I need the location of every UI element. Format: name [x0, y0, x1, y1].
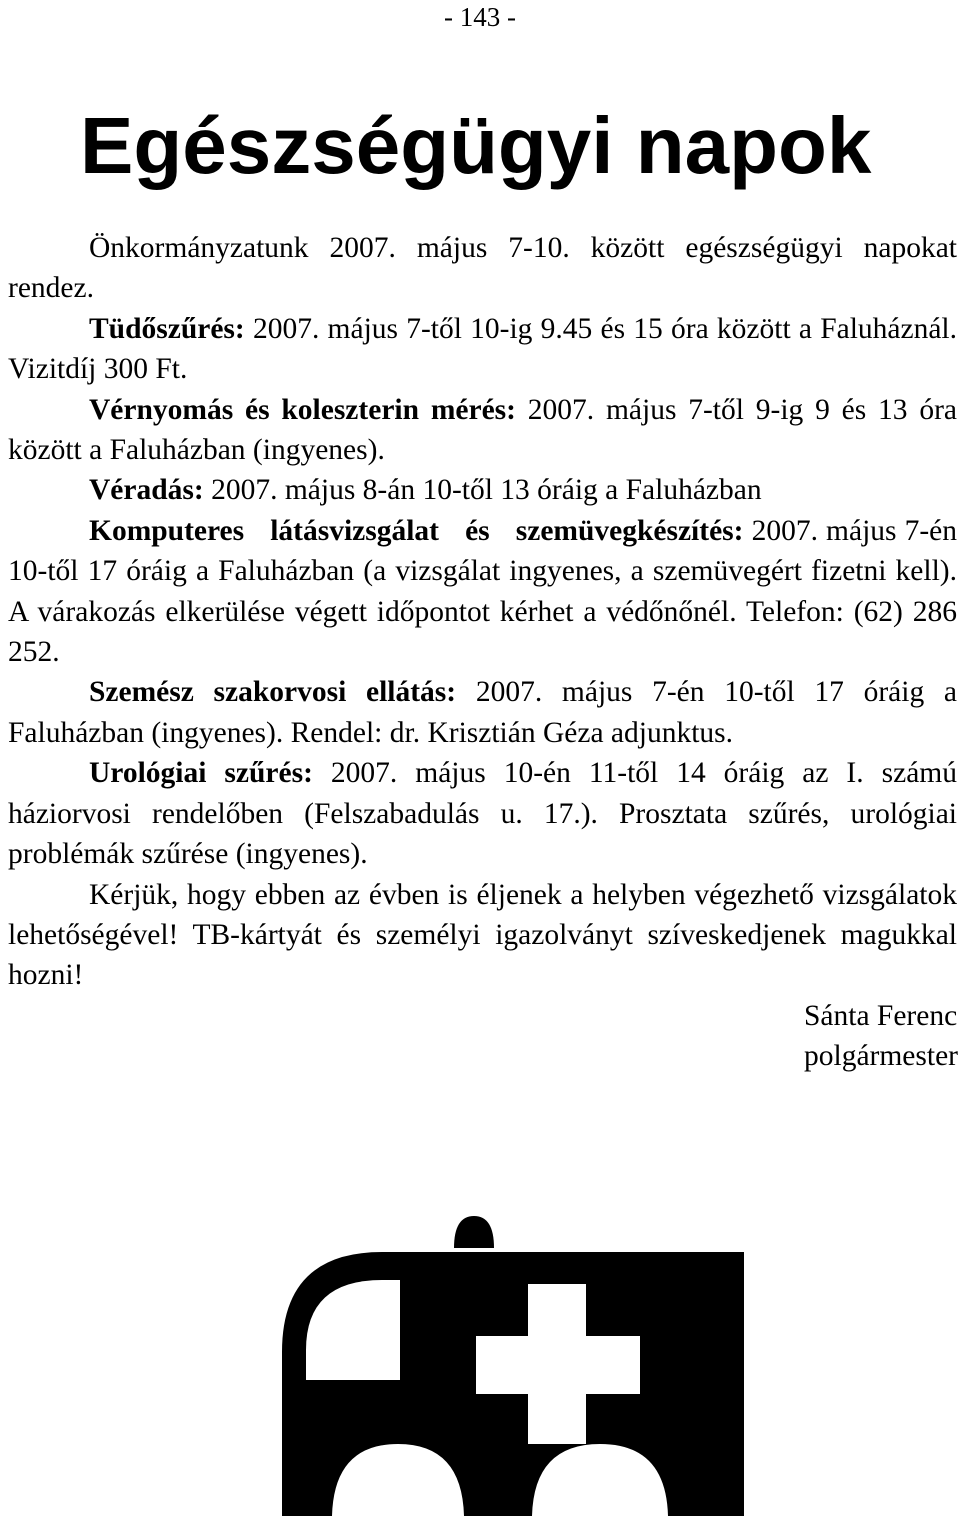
page-title: Egészségügyi napok [80, 101, 872, 190]
paragraph-closing [8, 875, 957, 996]
paragraph-text: 2007. május 10-én 11-től 14 óráig az I. számú háziorvosi rendelőben (Felszabadulás u. 17.). Prosztata szűrés, urológiai problémák szűrése (ingyenes). [8, 757, 957, 871]
paragraph-lung-screening [8, 309, 957, 390]
paragraph-urology [8, 753, 957, 874]
page-number: - 143 - [444, 2, 516, 32]
paragraph-text: 2007. május 7-től 9-ig 9 és 13 óra között a Faluházban (ingyenes). [8, 393, 957, 467]
paragraph-heading: Urológiai szűrés: [89, 757, 313, 790]
paragraph-heading: Tüdőszűrés: [89, 312, 245, 345]
signature-role: polgármester [804, 1040, 958, 1073]
paragraph-heading: Vérnyomás és koleszterin mérés: [89, 393, 516, 426]
paragraph-heading: Szemész szakorvosi ellátás: [89, 676, 457, 709]
signature [804, 996, 958, 1077]
paragraph-text: Önkormányzatunk 2007. május 7-10. között egészségügyi napokat rendez. [8, 232, 957, 305]
paragraph-heading: Komputeres látásvizsgálat és szemüvegkészítés: [89, 514, 744, 547]
paragraph-text: Kérjük, hogy ebben az évben is éljenek a helyben végezhető vizsgálatok lehetőségével! TB-kártyát és személyi igazolványt szíveskedjenek magukkal hozni! [8, 878, 957, 992]
signature-name: Sánta Ferenc [804, 1000, 958, 1032]
paragraph-blood-pressure [8, 390, 957, 471]
ambulance-icon [282, 1212, 744, 1516]
paragraph-text: 2007. május 7-én 10-től 17 óráig a Faluházban (a vizsgálat ingyenes, a szemüvegért fizetni kell). A várakozás elkerülése végett időpontot kérhet a védőnőnél. Telefon: (62) 286 252. [8, 514, 957, 669]
paragraph-text: 2007. május 8-án 10-től 13 óráig a Faluházban [203, 474, 762, 507]
paragraph-ophthalmology [8, 672, 957, 753]
paragraph-text: 2007. május 7-én 10-től 17 óráig a Faluházban (ingyenes). Rendel: dr. Krisztián Géza adjunktus. [8, 676, 958, 749]
paragraph-heading: Véradás: [89, 474, 204, 507]
paragraph-eye-exam [8, 511, 957, 673]
paragraph-text: 2007. május 7-től 10-ig 9.45 és 15 óra között a Faluháznál. Vizitdíj 300 Ft. [8, 312, 957, 386]
paragraph-intro [8, 228, 957, 309]
paragraph-blood-donation [8, 470, 957, 510]
article-body [8, 228, 957, 996]
